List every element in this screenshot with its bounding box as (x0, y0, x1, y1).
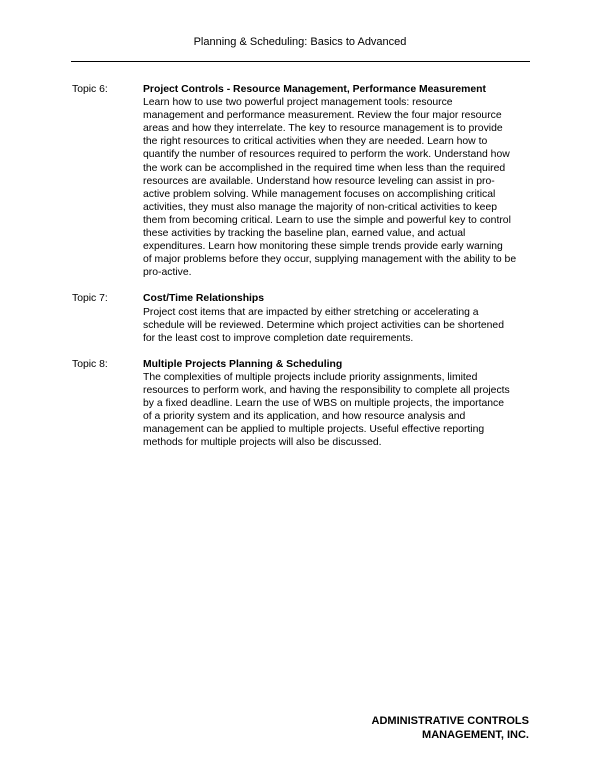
topic-title: Multiple Projects Planning & Scheduling (143, 358, 343, 370)
topic-body (143, 83, 534, 279)
company-name-line-2: MANAGEMENT, INC. (422, 729, 529, 741)
topic-line: management and performance measurement. Review the four major resource (143, 110, 502, 122)
topic-body (143, 292, 534, 344)
topic-body (143, 358, 534, 450)
topic-6 (72, 83, 534, 279)
topic-line: the work can be accomplished in the required time when less than the required (143, 162, 506, 174)
topic-8 (72, 358, 534, 450)
topic-number: Topic 6: (72, 84, 108, 95)
page-header: Planning & Scheduling: Basics to Advanced (193, 36, 407, 48)
topic-title: Cost/Time Relationships (143, 293, 265, 305)
topic-line: of major problems before they occur, supplying management with the ability to be (143, 254, 517, 266)
topic-7 (72, 292, 534, 344)
topic-line: Project cost items that are impacted by either stretching or accelerating a (143, 306, 479, 318)
topic-line: active problem solving. While management focuses on accomplishing critical (143, 188, 496, 200)
topic-line: resources to perform work, and having the responsibility to complete all projects (143, 384, 510, 396)
company-name-line-1: ADMINISTRATIVE CONTROLS (371, 715, 529, 727)
topic-line: by a fixed deadline. Learn the use of WBS on multiple projects, the importance (143, 398, 504, 410)
topic-line: expenditures. Learn how monitoring these simple trends provide early warning (143, 241, 503, 253)
topic-line: quantify the number of resources required to perform the work. Understand how (143, 149, 510, 161)
topic-number: Topic 7: (72, 293, 108, 305)
topic-line: these activities by tracking the baseline plan, earned value, and actual (143, 228, 466, 240)
topic-line: Learn how to use two powerful project management tools: resource (143, 97, 453, 109)
company-footer (372, 714, 529, 742)
topic-line: schedule will be reviewed. Determine which project activities can be shortened (143, 319, 504, 331)
topic-line: The complexities of multiple projects include priority assignments, limited (143, 371, 478, 383)
topic-line: resources are available. Understand how resource leveling can assist in pro- (143, 175, 495, 187)
topic-line: activities, they must also manage the majority of non-critical activities to keep (143, 201, 498, 213)
topic-number: Topic 8: (72, 358, 108, 370)
topic-line: for the least cost to improve completion date requirements. (143, 332, 414, 344)
topic-line: pro-active. (143, 267, 192, 279)
topic-line: them from becoming critical. Learn to use the simple and powerful key to control (143, 214, 511, 226)
topic-title: Project Controls - Resource Management, Performance Measurement (143, 84, 486, 95)
topic-line: of a priority system and its application, and how resource analysis and (143, 411, 466, 423)
topic-list (72, 83, 534, 462)
topic-line: areas and how they interrelate. The key to resource management is to provide (143, 123, 503, 135)
topic-line: the right resources to critical activities when they are needed. Learn how to (143, 136, 488, 148)
header-rule (71, 61, 530, 62)
topic-line: management can be applied to multiple projects. Useful effective reporting (143, 424, 485, 436)
topic-line: methods for multiple projects will also be discussed. (143, 437, 382, 449)
